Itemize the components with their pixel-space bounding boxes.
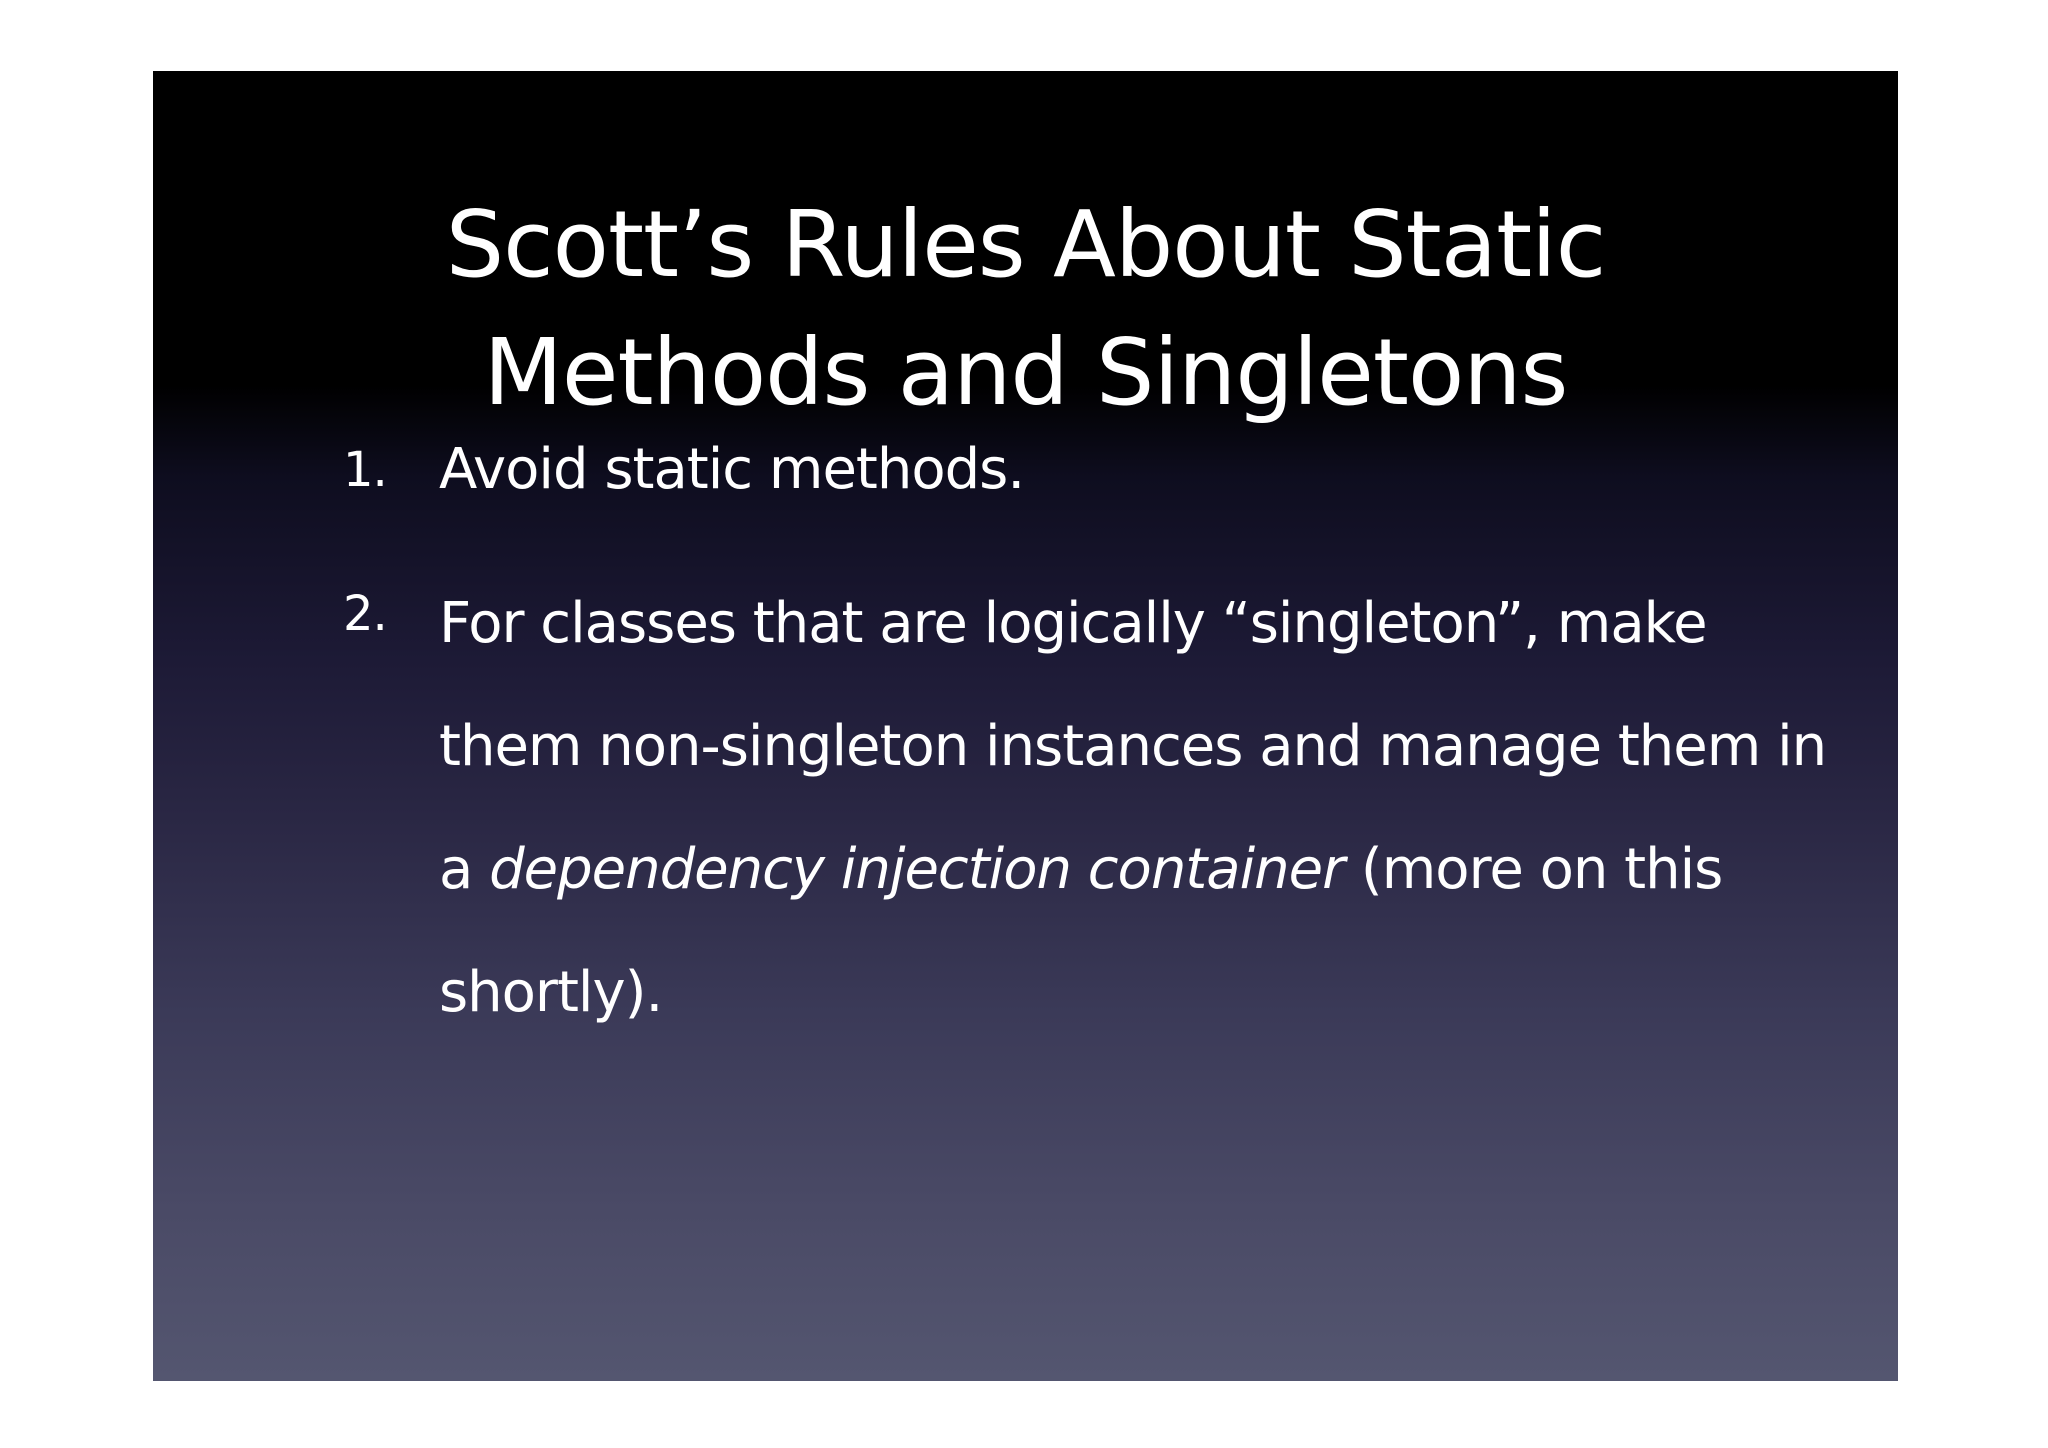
rule-text-2-emphasis: dependency injection container [489,837,1345,902]
rule-number-2: 2. [343,586,387,642]
rule-text-1: Avoid static methods. [439,437,1025,502]
rule-item-2 [343,562,1843,1054]
rule-text-2-tail: (more on this shortly). [439,837,1723,1025]
rules-list [343,437,1843,1054]
slide [153,71,1898,1381]
rule-number-1: 1. [343,442,387,498]
rule-text-2 [439,562,1843,1054]
slide-title [153,181,1898,437]
slide-title-line-2: Methods and Singletons [483,319,1568,426]
rule-text-2-plain: For classes that are logically “singleton”, make them non-singleton instances and manage them in a [439,591,1827,902]
rule-item-1 [343,437,1843,502]
slide-title-line-1: Scott’s Rules About Static [445,191,1606,298]
